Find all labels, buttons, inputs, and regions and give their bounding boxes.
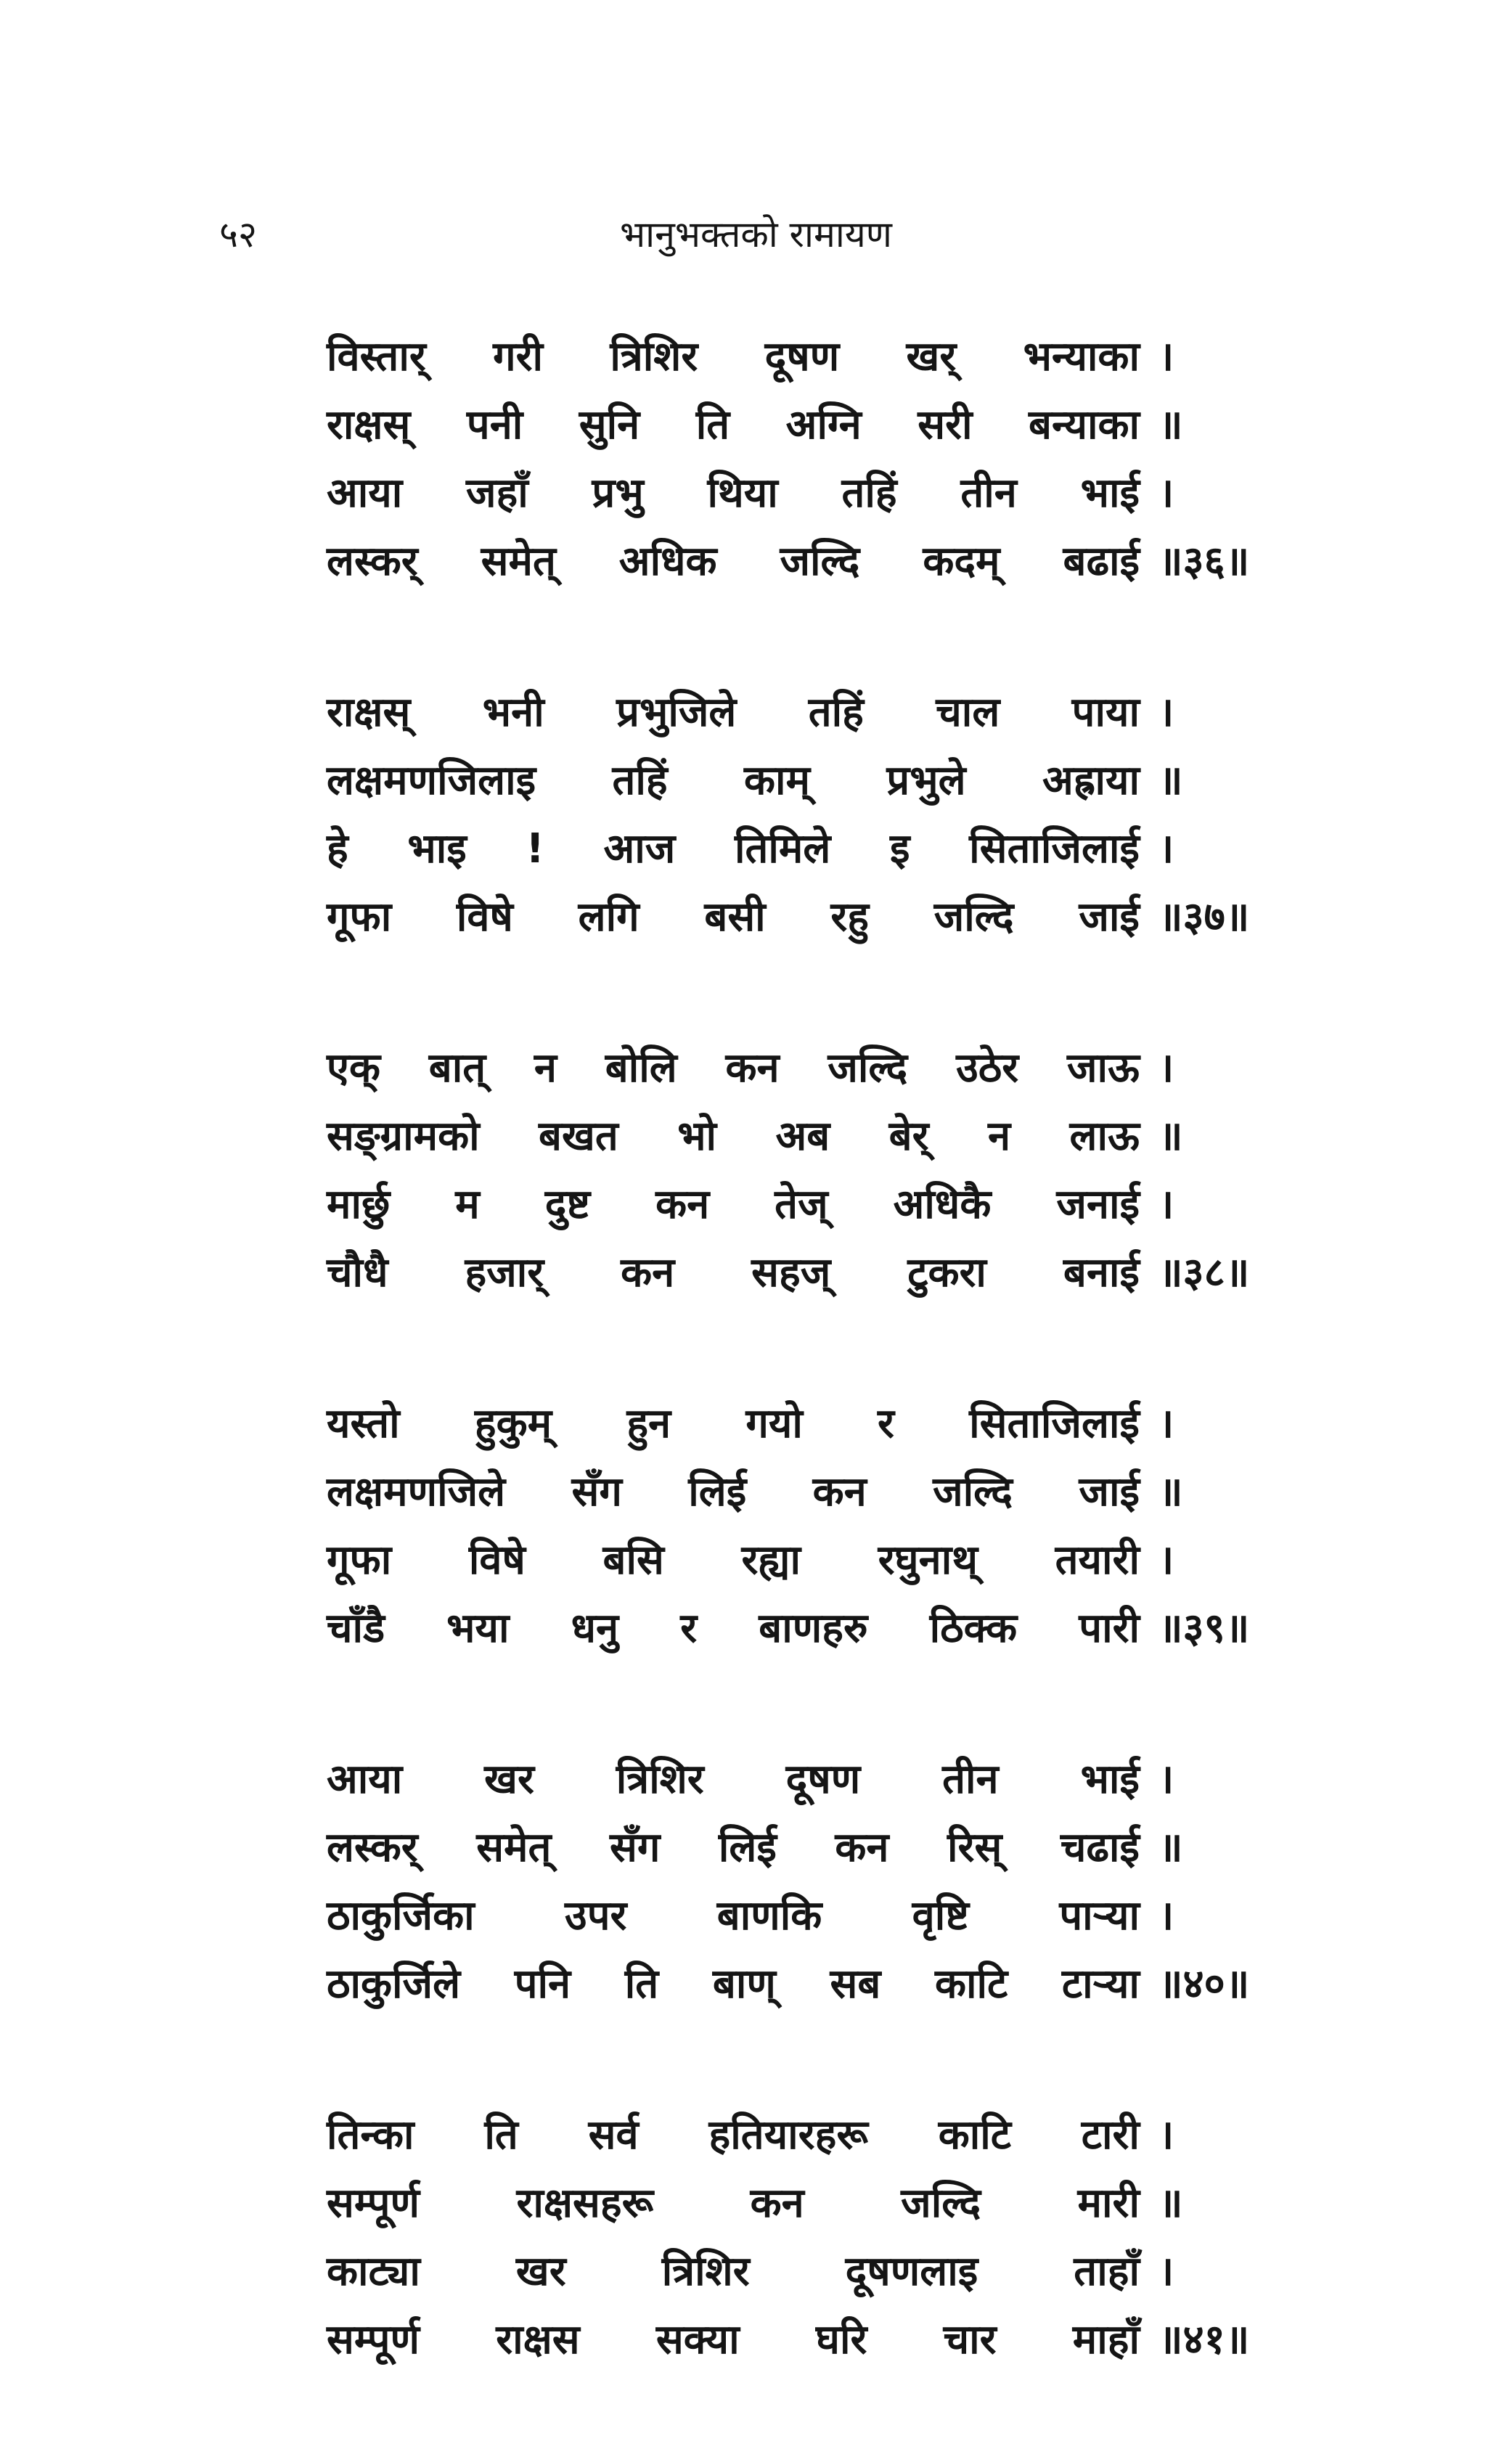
stanza — [327, 1034, 1270, 1307]
verse-word: हतियारहरू — [708, 2111, 868, 2159]
verse-line — [327, 1746, 1270, 1814]
verse-word: वृष्टि — [912, 1892, 969, 1939]
verse-word: धनु — [571, 1605, 619, 1652]
verse-word: चार — [943, 2316, 997, 2363]
verse-word: जल्दि — [901, 2180, 981, 2227]
verse-words — [327, 2306, 1140, 2374]
verse-word: जनाई — [1056, 1181, 1140, 1228]
verse-word: न — [987, 1113, 1011, 1160]
verse-word: अह्राया — [1042, 757, 1140, 804]
verse-words — [327, 1746, 1140, 1814]
verse-word: सँग — [571, 1468, 622, 1516]
verse-word: तहिं — [808, 689, 864, 736]
verse-word: लस्कर् — [327, 538, 418, 585]
verse-word: तहिं — [612, 757, 668, 804]
verse-word: बेर् — [888, 1113, 929, 1160]
verse-word: बसि — [602, 1537, 664, 1584]
verse-word: जल्दि — [827, 1044, 908, 1092]
verse-word: चाल — [936, 689, 1000, 736]
verse-words — [327, 459, 1140, 528]
verse-end-mark: ॥ — [1158, 401, 1183, 449]
verse-line — [327, 1034, 1270, 1103]
verse-word: काम् — [744, 757, 811, 804]
verse-word: सुनि — [579, 401, 640, 449]
verse-line — [327, 528, 1270, 596]
verse-word: हुन — [626, 1400, 671, 1447]
verse-word: न — [534, 1044, 557, 1092]
verse-word: दूषण — [785, 1756, 861, 1803]
verse-word: पाया — [1071, 689, 1140, 736]
verse-line — [327, 323, 1270, 391]
verse-word: राक्षस् — [327, 689, 411, 736]
verse-word: म — [455, 1181, 480, 1228]
running-title: भानुभक्तको रामायण — [620, 213, 892, 255]
verse-word: बाणहरु — [759, 1605, 868, 1652]
verse-word: मार्छु — [327, 1181, 391, 1228]
verse-word: बात् — [428, 1044, 486, 1092]
verse-word: जल्दि — [933, 894, 1014, 941]
verse-words — [327, 1882, 1140, 1950]
verse-word: चाँडै — [327, 1605, 385, 1652]
verse-word: सरी — [918, 401, 973, 449]
verse-word: दुष्ट — [544, 1181, 591, 1228]
verse-word: बनाई — [1063, 1249, 1140, 1296]
verse-word: लिई — [688, 1468, 747, 1516]
verse-word: जल्दि — [933, 1468, 1013, 1516]
verse-word: कन — [835, 1824, 889, 1871]
verse-end-mark: ॥३६॥ — [1158, 538, 1250, 585]
verse-word: कदम् — [923, 538, 1000, 585]
verse-words — [327, 1171, 1140, 1239]
verse-word: समेत् — [476, 1824, 552, 1871]
verse-line — [327, 391, 1270, 459]
verse-word: बसी — [704, 894, 766, 941]
verse-word: भया — [446, 1605, 510, 1652]
verse-word: गयो — [745, 1400, 803, 1447]
verse-line — [327, 459, 1270, 528]
verse-words — [327, 1390, 1140, 1458]
verse-word: लक्षमणजिलाइ — [327, 757, 536, 804]
verse-word: भनी — [482, 689, 544, 736]
verse-words — [327, 1103, 1140, 1171]
verse-word: दूषणलाइ — [845, 2248, 978, 2295]
verse-word: प्रभुले — [886, 757, 966, 804]
verse-word: कन — [812, 1468, 867, 1516]
verse-word: सङ्ग्रामको — [327, 1113, 480, 1160]
verse-word: लिई — [718, 1824, 777, 1871]
verse-end-mark: । — [1158, 1181, 1174, 1228]
verse-word: पार्‍या — [1059, 1892, 1140, 1939]
verse-word: ति — [624, 1961, 659, 2008]
verse-line — [327, 1239, 1270, 1307]
verse-line — [327, 1814, 1270, 1882]
stanza — [327, 2101, 1270, 2374]
verse-word: बाणकि — [716, 1892, 822, 1939]
verse-word: विषे — [468, 1537, 526, 1584]
verse-word: त्रिशिर — [610, 333, 698, 380]
verse-word: पारी — [1079, 1605, 1140, 1652]
verse-word: सिताजिलाई — [969, 1400, 1140, 1447]
verse-word: प्रभुजिले — [616, 689, 737, 736]
verse-end-mark: ॥ — [1158, 1468, 1183, 1516]
verse-word: भाई — [1080, 1756, 1140, 1803]
verse-words — [327, 1526, 1140, 1595]
verse-word: ! — [526, 825, 544, 872]
verse-word: रघुनाथ् — [878, 1537, 978, 1584]
verse-words — [327, 1239, 1140, 1307]
verse-end-mark: ॥ — [1158, 1113, 1183, 1160]
verse-end-mark: । — [1158, 1756, 1174, 1803]
verse-word: बढाई — [1063, 538, 1140, 585]
verse-word: सहज् — [751, 1249, 831, 1296]
verse-line — [327, 1171, 1270, 1239]
verse-end-mark: । — [1158, 470, 1174, 517]
verse-word: जल्दि — [780, 538, 860, 585]
verse-word: जाई — [1079, 894, 1140, 941]
verse-end-mark: ॥४१॥ — [1158, 2316, 1250, 2363]
verse-word: तेज् — [775, 1181, 828, 1228]
verse-word: दूषण — [764, 333, 840, 380]
stanza — [327, 679, 1270, 952]
verse-word: तिन्का — [327, 2111, 414, 2159]
verse-word: लस्कर् — [327, 1824, 418, 1871]
verse-word: ताहाँ — [1074, 2248, 1140, 2295]
verse-word: ठाकुर्जिका — [327, 1892, 475, 1939]
verse-end-mark: । — [1158, 1537, 1174, 1584]
verse-end-mark: । — [1158, 1892, 1174, 1939]
verse-word: सिताजिलाई — [969, 825, 1140, 872]
verse-word: इ — [889, 825, 910, 872]
verse-word: रहु — [830, 894, 870, 941]
verse-word: ठिक्क — [929, 1605, 1018, 1652]
verse-word: उपर — [565, 1892, 627, 1939]
verse-word: कन — [655, 1181, 710, 1228]
verse-word: भाइ — [407, 825, 467, 872]
verse-word: ठाकुर्जिले — [327, 1961, 461, 2008]
verse-words — [327, 747, 1140, 815]
verse-line — [327, 1103, 1270, 1171]
verse-end-mark: । — [1158, 2248, 1174, 2295]
verse-line — [327, 1458, 1270, 1526]
verse-word: रह्या — [741, 1537, 801, 1584]
verse-word: र — [878, 1400, 894, 1447]
verse-word: हे — [327, 825, 348, 872]
verse-word: ति — [484, 2111, 518, 2159]
verse-word: अधिकै — [893, 1181, 992, 1228]
verse-word: जाई — [1079, 1468, 1140, 1516]
verse-line — [327, 1950, 1270, 2019]
stanza — [327, 323, 1270, 596]
verse-word: भाई — [1080, 470, 1140, 517]
poem-body — [327, 323, 1270, 2457]
verse-word: अधिक — [618, 538, 717, 585]
verse-word: घरि — [815, 2316, 867, 2363]
verse-word: तहिं — [841, 470, 897, 517]
verse-words — [327, 528, 1140, 596]
verse-line — [327, 2101, 1270, 2170]
verse-word: राक्षसहरू — [516, 2180, 654, 2227]
verse-end-mark: ॥३९॥ — [1158, 1605, 1250, 1652]
verse-word: काटि — [938, 2111, 1011, 2159]
verse-words — [327, 679, 1140, 747]
verse-word: चौधै — [327, 1249, 388, 1296]
verse-words — [327, 2101, 1140, 2170]
verse-word: उठेर — [956, 1044, 1019, 1092]
verse-word: अग्नि — [785, 401, 862, 449]
verse-word: ति — [695, 401, 730, 449]
verse-word: कन — [725, 1044, 780, 1092]
verse-word: बन्याका — [1029, 401, 1140, 449]
verse-words — [327, 1950, 1140, 2019]
verse-words — [327, 1458, 1140, 1526]
verse-word: र — [680, 1605, 698, 1652]
verse-word: सर्व — [588, 2111, 639, 2159]
verse-word: माहाँ — [1072, 2316, 1140, 2363]
verse-word: आया — [327, 1756, 403, 1803]
verse-word: हुकुम् — [474, 1400, 552, 1447]
verse-word: भो — [677, 1113, 717, 1160]
verse-word: लगि — [578, 894, 639, 941]
verse-end-mark: । — [1158, 1044, 1174, 1092]
verse-word: खर — [484, 1756, 534, 1803]
verse-word: मारी — [1077, 2180, 1140, 2227]
verse-line — [327, 747, 1270, 815]
verse-line — [327, 1595, 1270, 1663]
verse-line — [327, 2238, 1270, 2306]
verse-word: जाऊ — [1066, 1044, 1140, 1092]
verse-word: तीन — [960, 470, 1017, 517]
verse-line — [327, 2170, 1270, 2238]
verse-word: काटि — [935, 1961, 1008, 2008]
verse-words — [327, 323, 1140, 391]
verse-word: बोलि — [605, 1044, 677, 1092]
verse-word: टारी — [1081, 2111, 1140, 2159]
verse-words — [327, 815, 1140, 883]
verse-words — [327, 883, 1140, 952]
verse-word: थिया — [707, 470, 778, 517]
verse-words — [327, 1595, 1140, 1663]
verse-word: यस्तो — [327, 1400, 400, 1447]
verse-word: प्रभु — [592, 470, 644, 517]
verse-end-mark: । — [1158, 825, 1174, 872]
verse-word: अब — [775, 1113, 830, 1160]
verse-word: तिमिले — [734, 825, 831, 872]
verse-word: सम्पूर्ण — [327, 2180, 420, 2227]
verse-word: भन्याका — [1023, 333, 1140, 380]
verse-word: लक्षमणजिले — [327, 1468, 506, 1516]
verse-word: राक्षस् — [327, 401, 411, 449]
verse-end-mark: ॥३८॥ — [1158, 1249, 1250, 1296]
verse-word: चढाई — [1060, 1824, 1140, 1871]
verse-end-mark: ॥ — [1158, 1824, 1183, 1871]
verse-word: पनी — [466, 401, 523, 449]
verse-word: त्रिशिर — [661, 2248, 750, 2295]
verse-word: काट्या — [327, 2248, 420, 2295]
verse-word: गूफा — [327, 1537, 392, 1584]
verse-words — [327, 1814, 1140, 1882]
verse-end-mark: ॥ — [1158, 757, 1183, 804]
verse-word: कन — [621, 1249, 675, 1296]
verse-end-mark: । — [1158, 1400, 1174, 1447]
verse-word: तयारी — [1055, 1537, 1140, 1584]
verse-end-mark: ॥३७॥ — [1158, 894, 1250, 941]
verse-words — [327, 2238, 1140, 2306]
verse-word: विस्तार् — [327, 333, 426, 380]
verse-end-mark: ॥ — [1158, 2180, 1183, 2227]
verse-end-mark: । — [1158, 333, 1174, 380]
verse-word: लाऊ — [1069, 1113, 1140, 1160]
verse-word: गूफा — [327, 894, 392, 941]
verse-end-mark: । — [1158, 2111, 1174, 2159]
verse-word: राक्षस — [496, 2316, 580, 2363]
verse-word: टुकरा — [907, 1249, 986, 1296]
verse-line — [327, 1526, 1270, 1595]
verse-words — [327, 1034, 1140, 1103]
verse-line — [327, 815, 1270, 883]
verse-word: त्रिशिर — [616, 1756, 704, 1803]
verse-line — [327, 679, 1270, 747]
verse-end-mark: ॥४०॥ — [1158, 1961, 1250, 2008]
verse-word: आया — [327, 470, 403, 517]
verse-word: खर — [515, 2248, 566, 2295]
verse-line — [327, 1882, 1270, 1950]
verse-word: एक् — [327, 1044, 380, 1092]
verse-word: बखत — [539, 1113, 618, 1160]
verse-word: गरी — [493, 333, 544, 380]
verse-end-mark: । — [1158, 689, 1174, 736]
verse-word: सम्पूर्ण — [327, 2316, 420, 2363]
verse-word: समेत् — [481, 538, 556, 585]
stanza — [327, 1746, 1270, 2019]
verse-word: आज — [603, 825, 676, 872]
verse-word: सब — [830, 1961, 881, 2008]
verse-word: बाण् — [712, 1961, 776, 2008]
verse-line — [327, 2306, 1270, 2374]
verse-word: कन — [750, 2180, 804, 2227]
page-number: ५२ — [219, 213, 257, 255]
verse-word: खर् — [906, 333, 957, 380]
verse-word: रिस् — [947, 1824, 1002, 1871]
verse-words — [327, 2170, 1140, 2238]
verse-word: तीन — [942, 1756, 999, 1803]
verse-word: जहाँ — [465, 470, 528, 517]
verse-line — [327, 1390, 1270, 1458]
verse-word: टार्‍या — [1061, 1961, 1140, 2008]
verse-word: सँग — [610, 1824, 661, 1871]
verse-line — [327, 883, 1270, 952]
verse-word: पनि — [514, 1961, 571, 2008]
verse-word: विषे — [456, 894, 513, 941]
verse-word: सक्या — [655, 2316, 740, 2363]
verse-word: हजार् — [465, 1249, 544, 1296]
verse-words — [327, 391, 1140, 459]
stanza — [327, 1390, 1270, 1663]
